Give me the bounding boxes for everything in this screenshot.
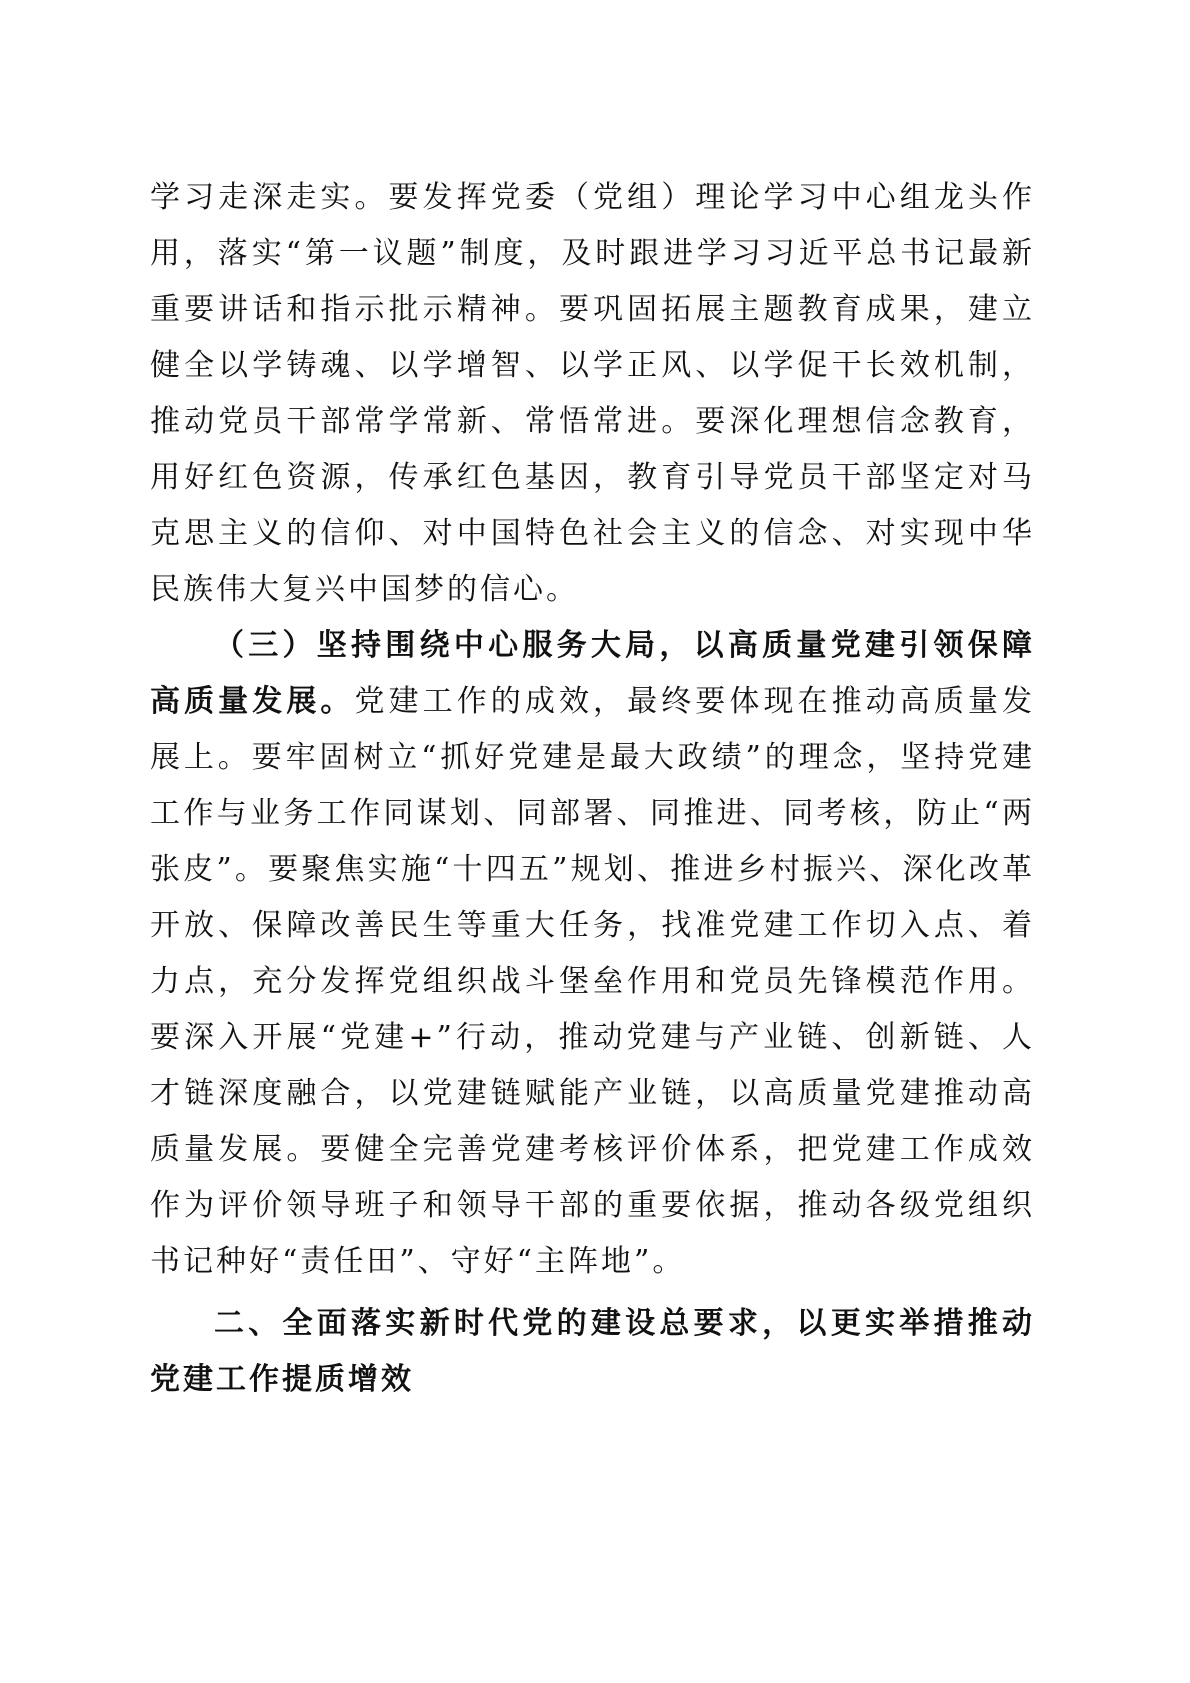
document-body (150, 170, 1035, 1408)
section-3-body: 党建工作的成效，最终要体现在推动高质量发展上。要牢固树立“抓好党建是最大政绩”的理念，坚持党建工作与业务工作同谋划、同部署、同推进、同考核，防止“两张皮”。要聚焦实施“十四五”规划、推进乡村振兴、深化改革开放、保障改善民生等重大任务，找准党建工作切入点、着力点，充分发挥党组织战斗堡垒作用和党员先锋模范作用。要深入开展“党建+”行动，推动党建与产业链、创新链、人才链深度融合，以党建链赋能产业链，以高质量党建推动高质量发展。要健全完善党建考核评价体系，把党建工作成效作为评价领导班子和领导干部的重要依据，推动各级党组织书记种好“责任田”、守好“主阵地”。 (150, 684, 1036, 1279)
section-3-title: （三）坚持围绕中心服务大局，以高质量党建引领保障高质量发展。 (150, 628, 1035, 719)
paragraph-continuation: 学习走深走实。要发挥党委（党组）理论学习中心组龙头作用，落实“第一议题”制度，及时跟进学习习近平总书记最新重要讲话和指示批示精神。要巩固拓展主题教育成果，建立健全以学铸魂、以学增智、以学正风、以学促干长效机制，推动党员干部常学常新、常悟常进。要深化理想信念教育，用好红色资源，传承红色基因，教育引导党员干部坚定对马克思主义的信仰、对中国特色社会主义的信念、对实现中华民族伟大复兴中国梦的信心。 (150, 180, 1035, 607)
section-heading-2: 二、全面落实新时代党的建设总要求，以更实举措推动党建工作提质增效 (150, 1306, 1035, 1397)
paragraph-section-3 (150, 618, 1035, 1290)
